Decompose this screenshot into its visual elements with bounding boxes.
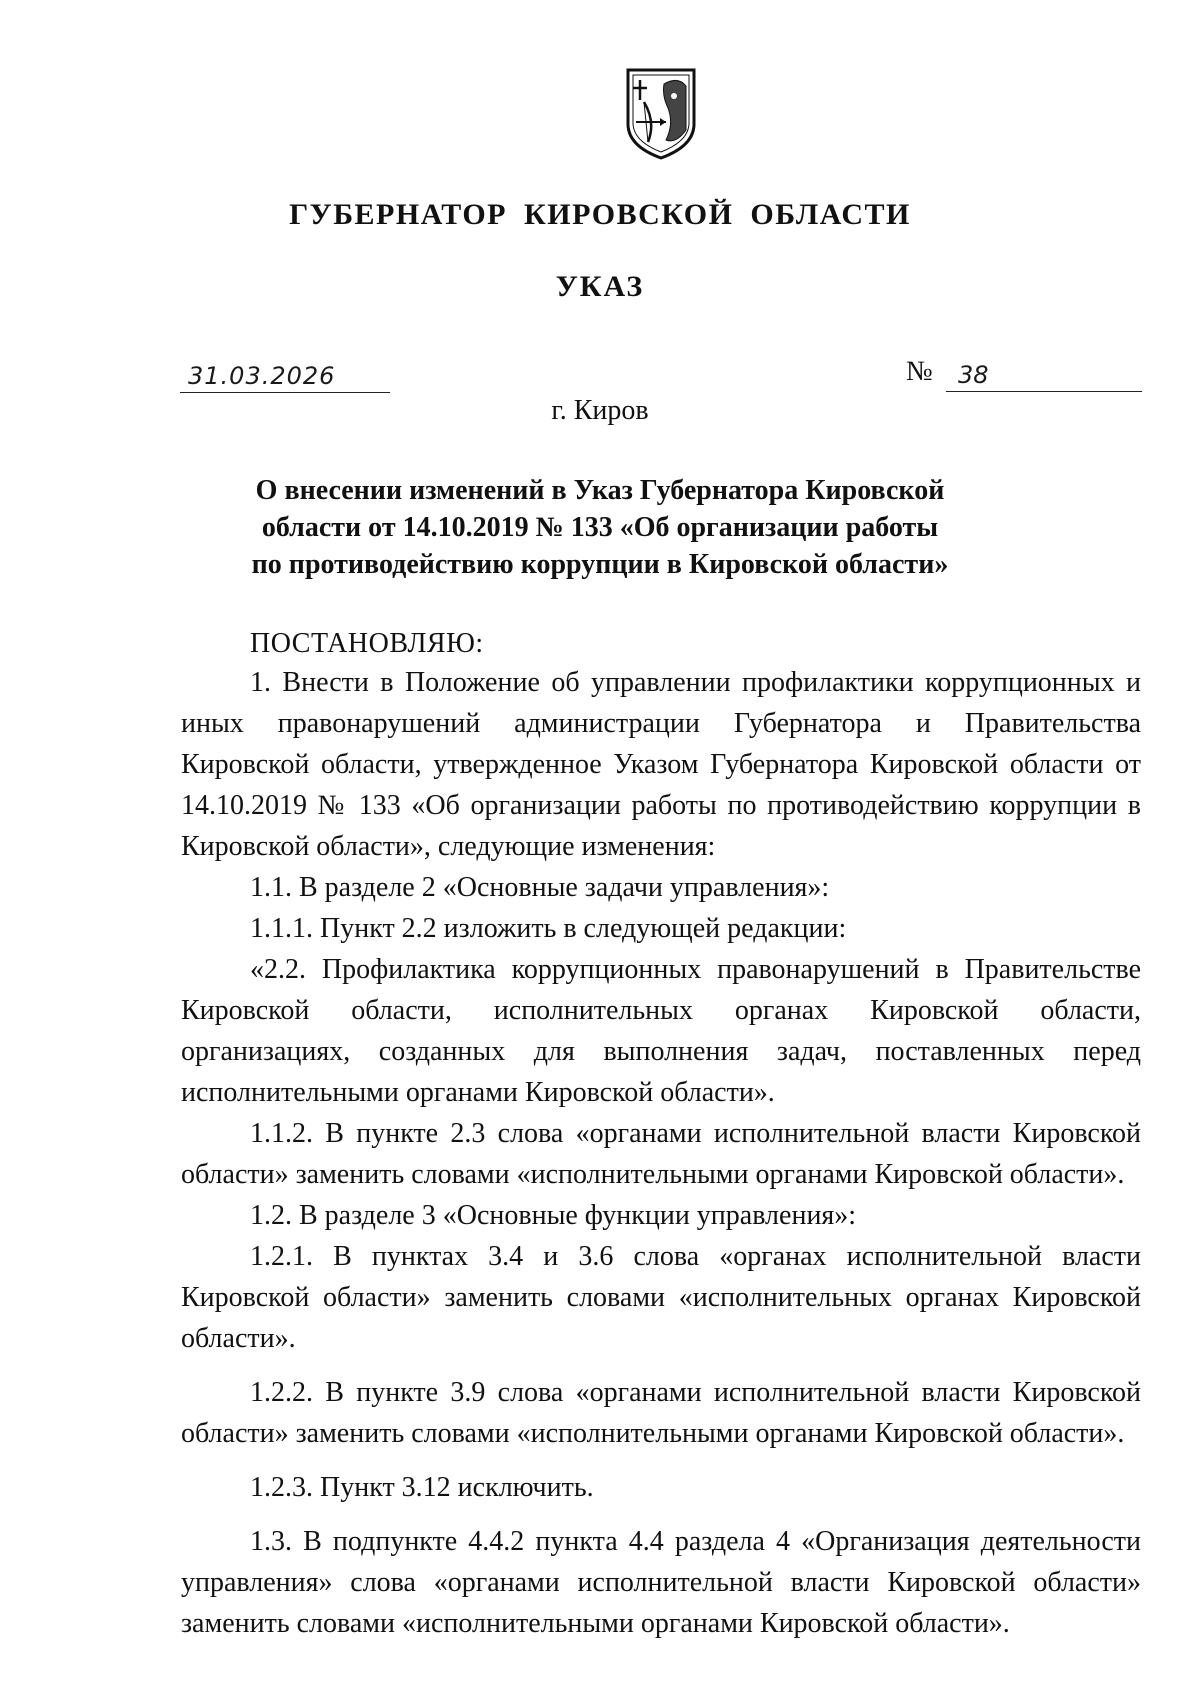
document-number-field (906, 358, 1142, 392)
number-label: № (906, 356, 933, 387)
heading-line: области от 14.10.2019 № 133 «Об организации работы (261, 512, 939, 543)
heading-line: О внесении изменений в Указ Губернатора Кировской (255, 475, 945, 506)
city: г. Киров (551, 395, 649, 426)
paragraph: 1.3. В подпункте 4.4.2 пункта 4.4 раздела 4 «Организация деятельности управления» слова «органами исполнительной власти Кировской области» заменить словами «исполнительными органами Кировской области». (181, 1526, 1141, 1639)
paragraph: 1. Внести в Положение об управлении профилактики коррупционных и иных правонарушений администрации Губернатора и Правительства Кировской области, утвержденное Указом Губернатора Кировской области от 14.10.2019 № 133 «Об организации работы по противодействию коррупции в Кировской области», следующие изменения: (181, 667, 1141, 862)
organization-title: ГУБЕРНАТОР КИРОВСКОЙ ОБЛАСТИ (289, 198, 911, 231)
paragraph: 1.2.3. Пункт 3.12 исключить. (250, 1472, 594, 1503)
paragraph: 1.1. В разделе 2 «Основные задачи управления»: (250, 872, 830, 903)
date-field (180, 358, 390, 393)
heading-line: по противодействию коррупции в Кировской области» (251, 549, 949, 580)
paragraph: 1.2.2. В пункте 3.9 слова «органами исполнительной власти Кировской области» заменить словами «исполнительными органами Кировской области». (181, 1377, 1141, 1449)
decree-word: ПОСТАНОВЛЯЮ: (250, 628, 484, 659)
paragraph: 1.1.2. В пункте 2.3 слова «органами исполнительной власти Кировской области» заменить словами «исполнительными органами Кировской области». (181, 1118, 1141, 1190)
document-body (181, 662, 1141, 1644)
number-underline (946, 357, 1142, 392)
document-date: 31.03.2026 (188, 362, 336, 390)
paragraph: 1.1.1. Пункт 2.2 изложить в следующей редакции: (250, 913, 847, 944)
kirov-region-coat-of-arms-icon (622, 66, 700, 162)
document-number: 38 (958, 361, 989, 389)
paragraph: «2.2. Профилактика коррупционных правонарушений в Правительстве Кировской области, исполнительных органах Кировской области, организациях, созданных для выполнения задач, поставленных перед исполнительными органами Кировской области». (181, 954, 1141, 1108)
paragraph: 1.2. В разделе 3 «Основные функции управления»: (250, 1200, 857, 1231)
document-type: УКАЗ (555, 270, 645, 303)
paragraph: 1.2.1. В пунктах 3.4 и 3.6 слова «органах исполнительной власти Кировской области» заменить словами «исполнительных органах Кировской области». (181, 1241, 1141, 1354)
document-heading (240, 472, 960, 583)
